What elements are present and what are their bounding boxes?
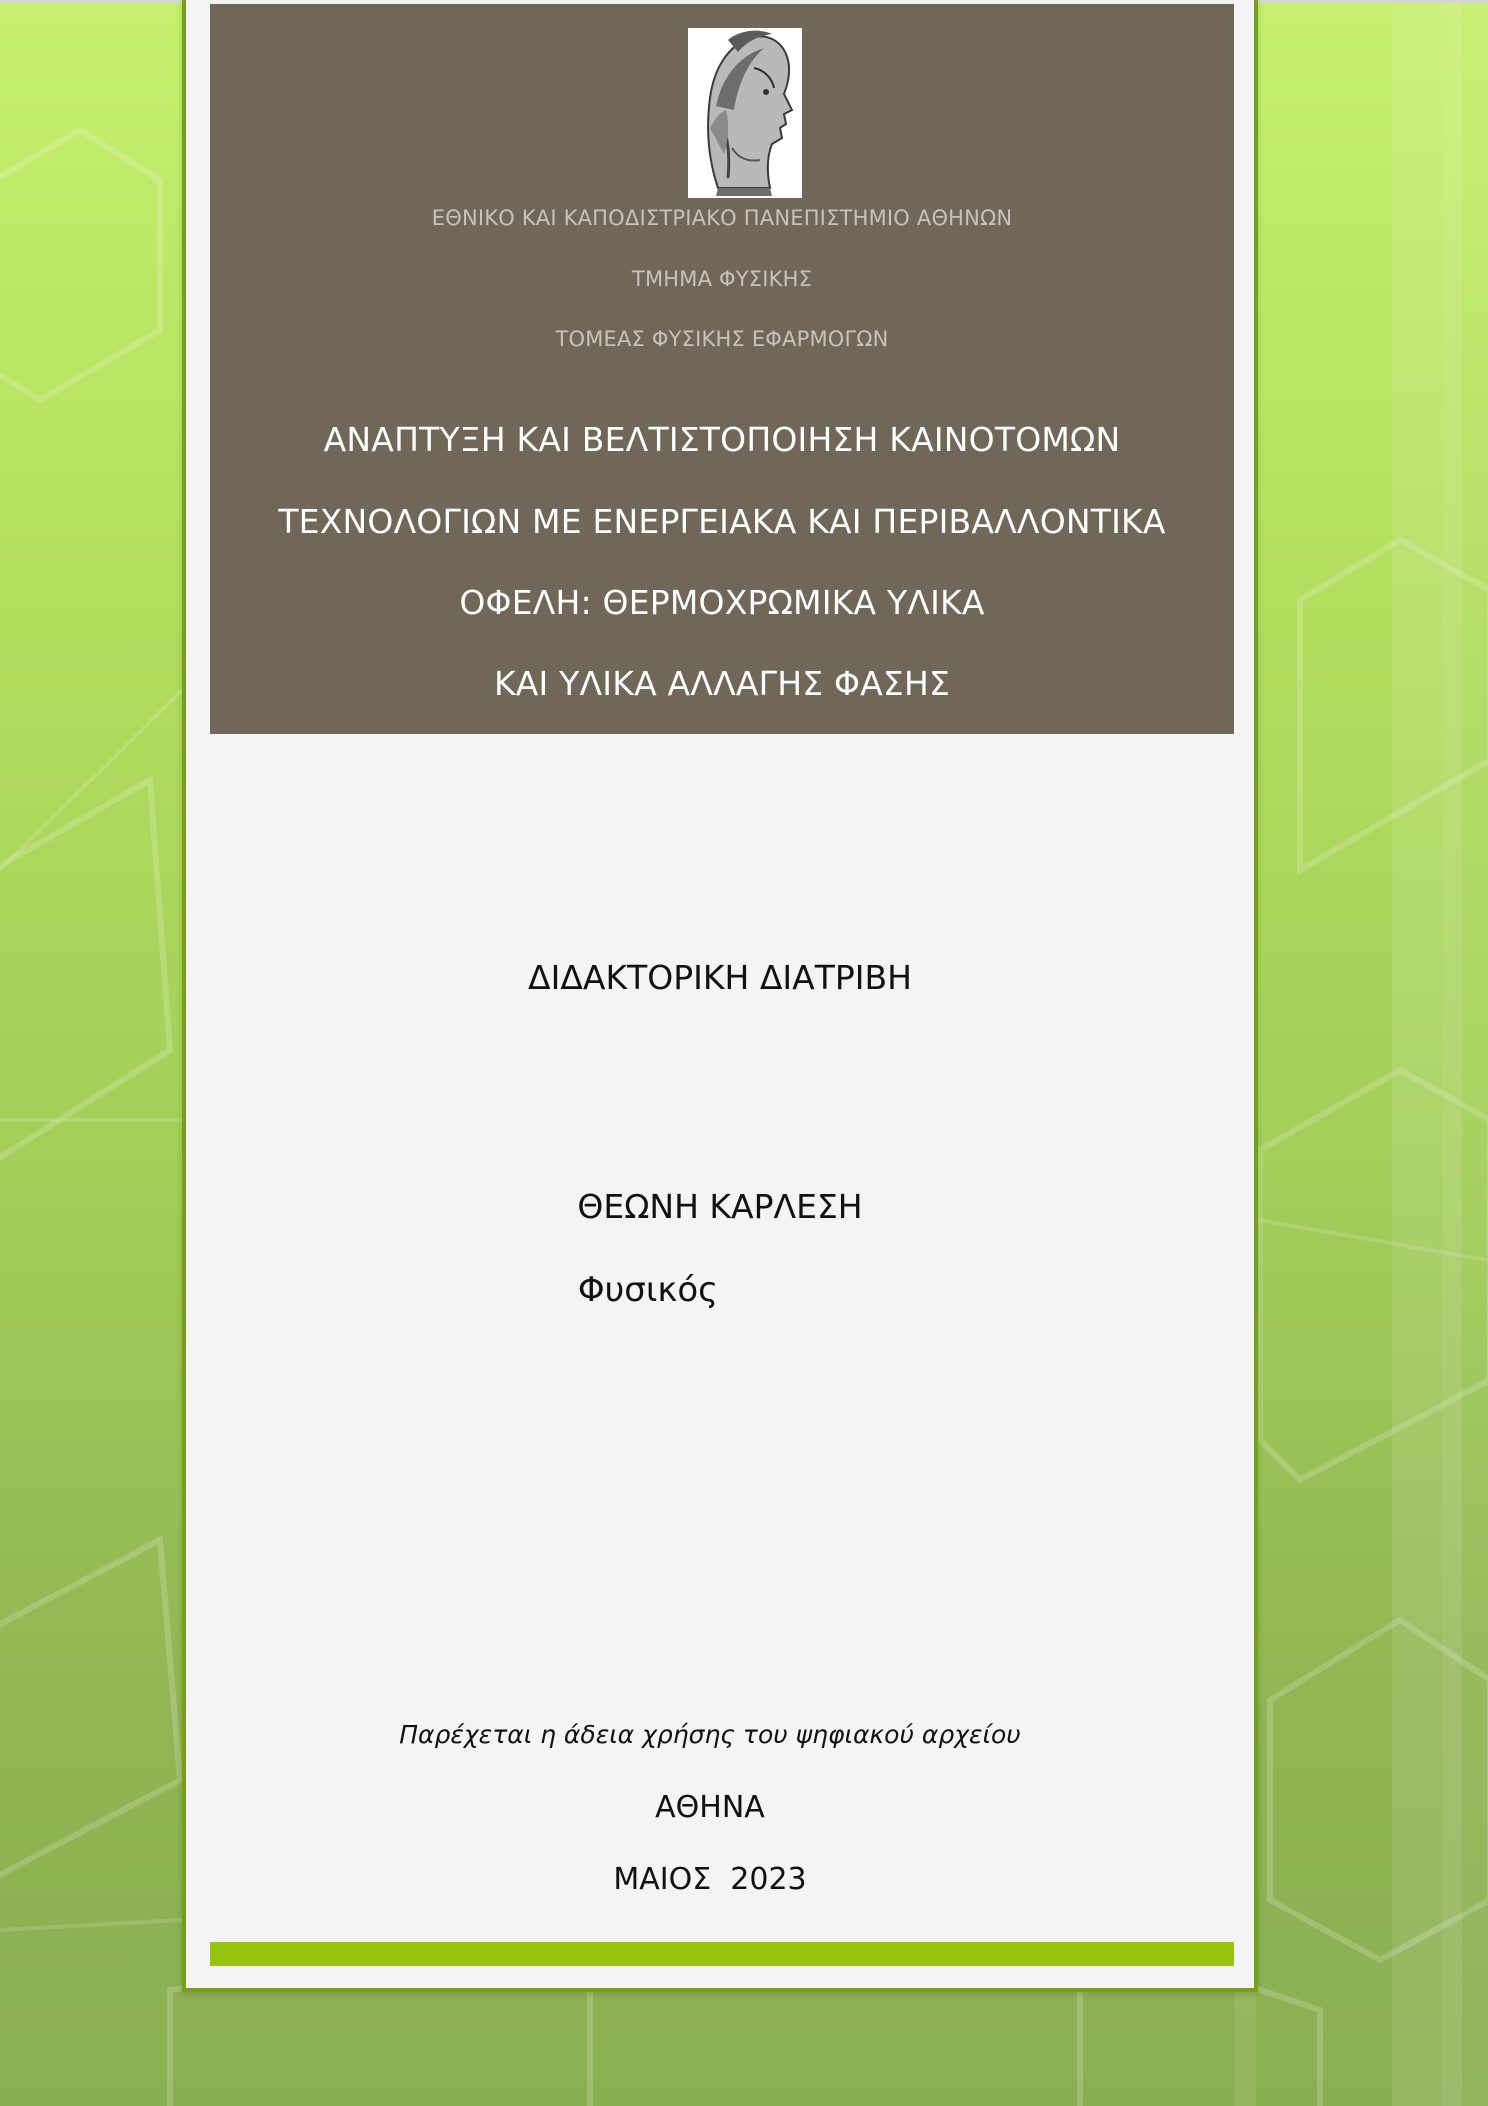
department-name: ΤΜΗΜΑ ΦΥΣΙΚΗΣ	[631, 267, 813, 291]
header-banner	[210, 4, 1234, 734]
license-note: Παρέχεται η άδεια χρήσης του ψηφιακού αρχείου	[399, 1720, 1021, 1749]
footer-accent-bar	[210, 1942, 1234, 1966]
athena-head-emblem-icon	[688, 28, 802, 198]
thesis-title-line-1: ΑΝΑΠΤΥΞΗ ΚΑΙ ΒΕΛΤΙΣΤΟΠΟΙΗΣΗ ΚΑΙΝΟΤΟΜΩΝ	[323, 420, 1121, 459]
thesis-type: ΔΙΔΑΚΤΟΡΙΚΗ ΔΙΑΤΡΙΒΗ	[528, 958, 912, 997]
thesis-title-line-2: ΤΕΧΝΟΛΟΓΙΩΝ ΜΕ ΕΝΕΡΓΕΙΑΚΑ ΚΑΙ ΠΕΡΙΒΑΛΛΟΝΤΙΚΑ	[278, 502, 1166, 541]
city: ΑΘΗΝΑ	[655, 1790, 765, 1825]
thesis-title-line-3: ΟΦΕΛΗ: ΘΕΡΜΟΧΡΩΜΙΚΑ ΥΛΙΚΑ	[459, 583, 985, 622]
document-page	[182, 0, 1258, 1992]
university-name: ΕΘΝΙΚΟ ΚΑΙ ΚΑΠΟΔΙΣΤΡΙΑΚΟ ΠΑΝΕΠΙΣΤΗΜΙΟ ΑΘΗΝΩΝ	[431, 206, 1013, 230]
thesis-title-line-4: ΚΑΙ ΥΛΙΚΑ ΑΛΛΑΓΗΣ ΦΑΣΗΣ	[493, 664, 951, 703]
author-profession: Φυσικός	[577, 1270, 719, 1310]
publication-date: ΜΑΙΟΣ 2023	[613, 1862, 807, 1897]
section-name: ΤΟΜΕΑΣ ΦΥΣΙΚΗΣ ΕΦΑΡΜΟΓΩΝ	[555, 327, 889, 351]
author-name: ΘΕΩΝΗ ΚΑΡΛΕΣΗ	[577, 1187, 863, 1226]
